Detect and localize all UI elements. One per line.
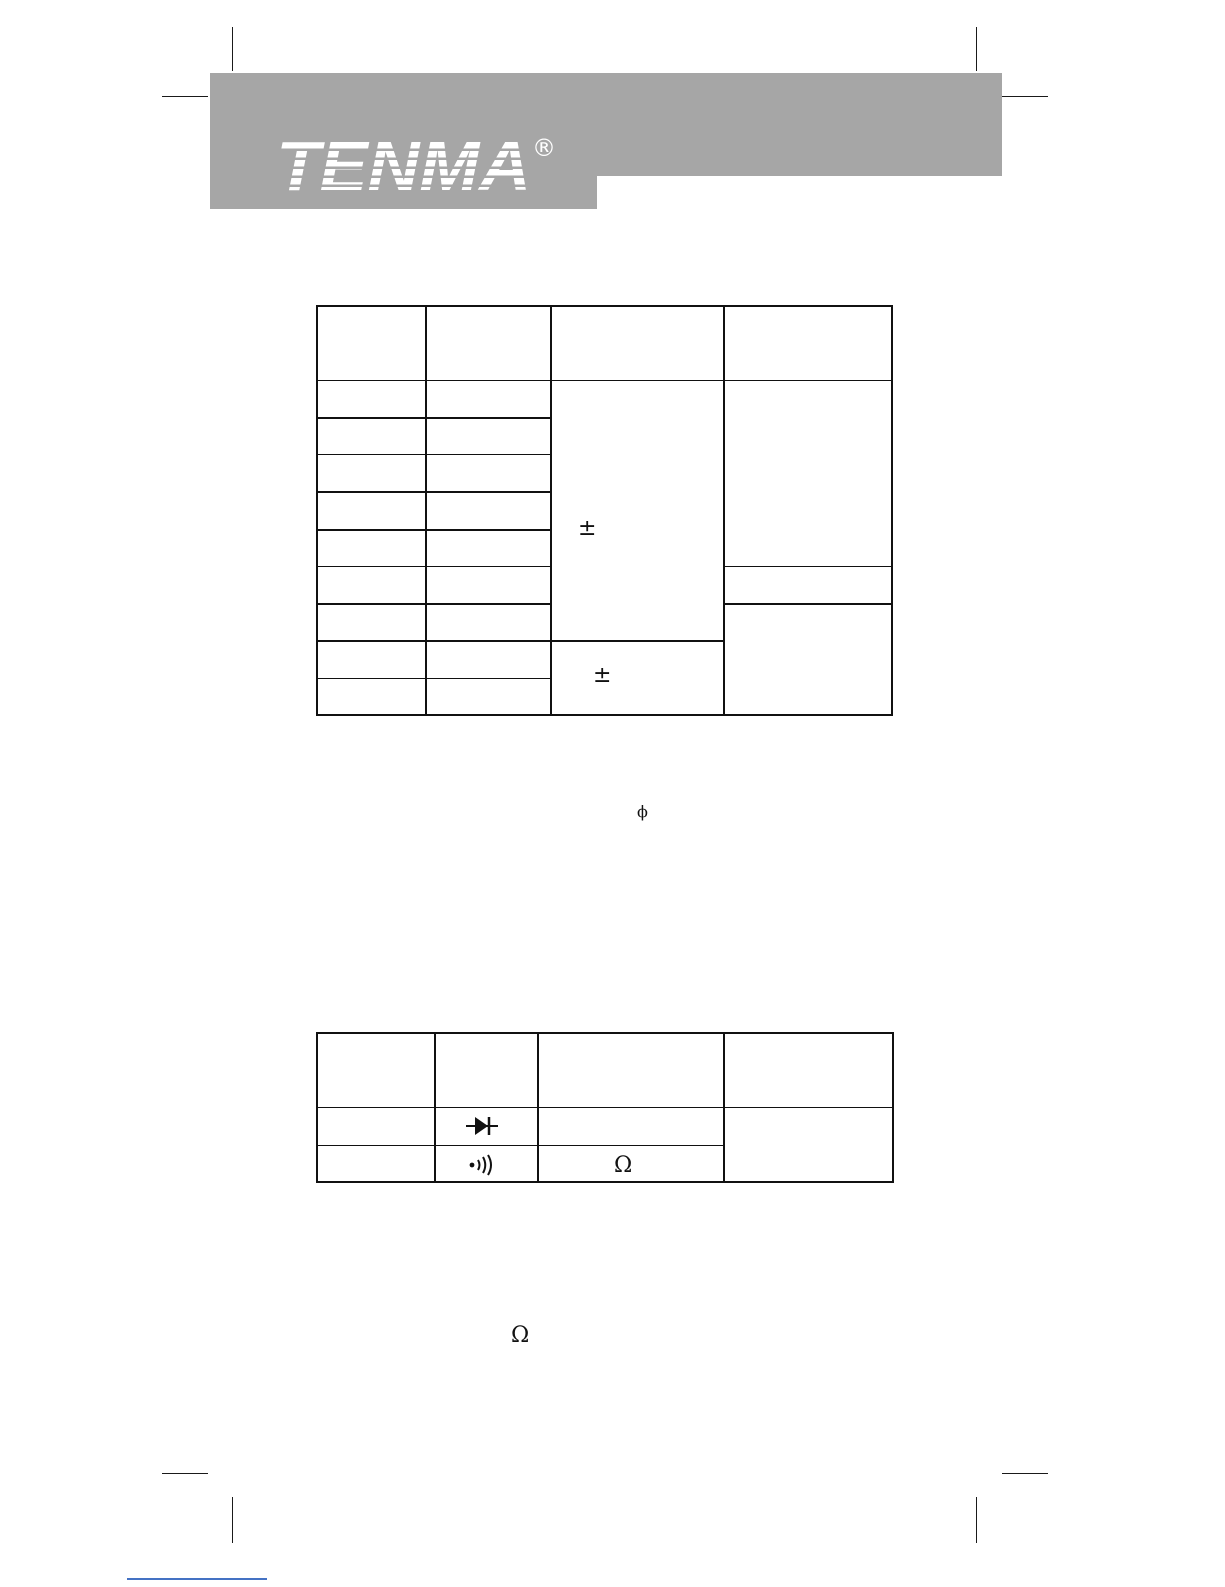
crop-mark-left-upper [162, 96, 208, 97]
crop-mark-bottom-left [232, 1497, 233, 1543]
plus-minus-symbol: ± [578, 516, 597, 541]
registered-trademark: ® [532, 134, 556, 162]
tenma-logo [274, 124, 564, 204]
crop-mark-bottom-right [976, 1497, 977, 1543]
crop-mark-left-lower [162, 1473, 208, 1474]
crop-mark-top-right [976, 27, 977, 71]
crop-mark-top-left [232, 27, 233, 71]
phi-symbol: ϕ [637, 802, 648, 821]
link-underline[interactable] [127, 1578, 267, 1587]
plus-minus-symbol: ± [593, 663, 612, 688]
ohm-symbol: Ω [614, 1153, 633, 1178]
crop-mark-right-lower [1002, 1473, 1048, 1474]
crop-mark-right-upper [1002, 96, 1048, 97]
continuity-beeper-icon [469, 1154, 495, 1176]
diode-icon [466, 1116, 498, 1136]
ohm-symbol: Ω [511, 1323, 530, 1348]
tenma-logo-wordmark: TENMA [276, 127, 531, 204]
